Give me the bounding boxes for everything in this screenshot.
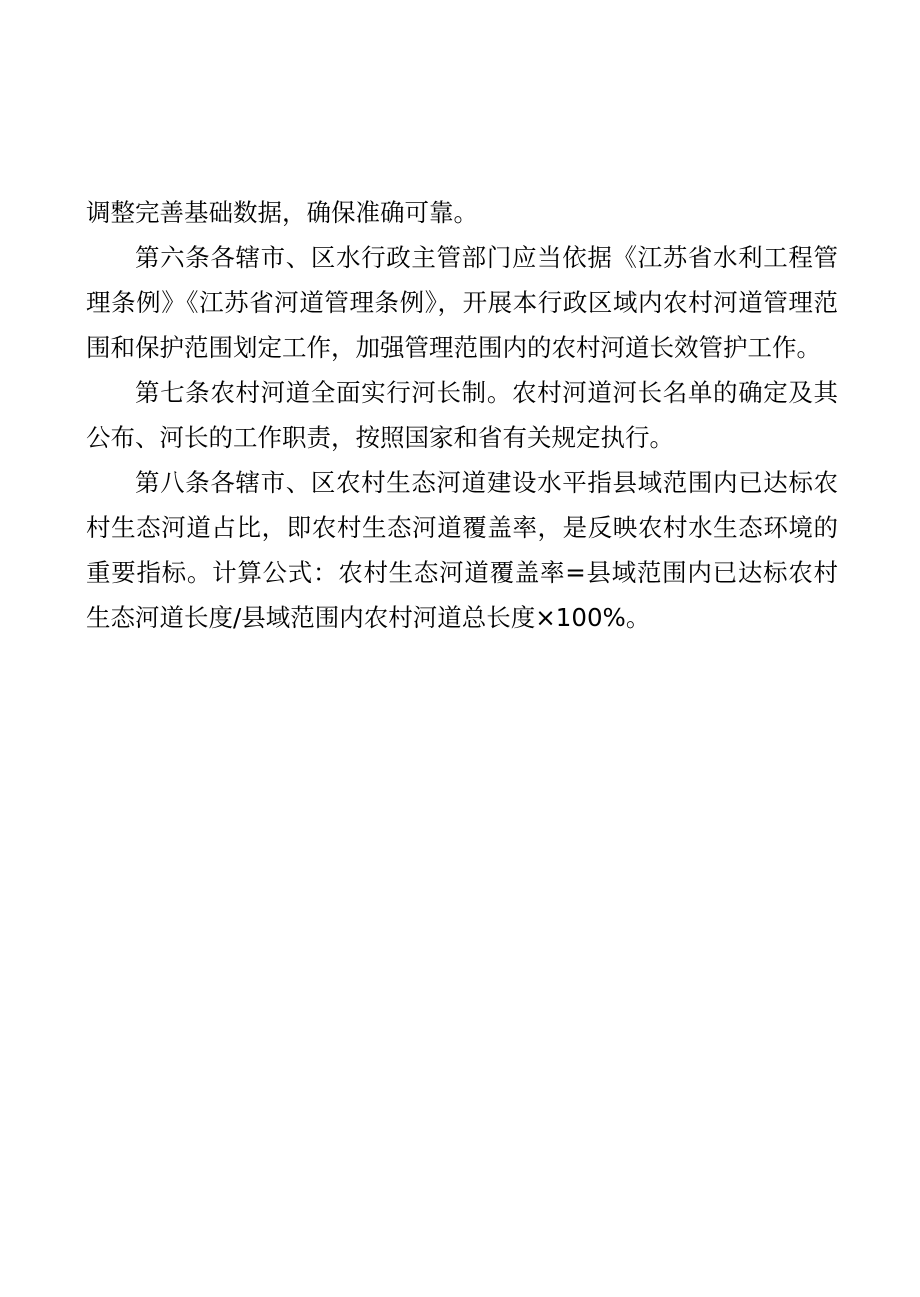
document-body xyxy=(86,190,838,640)
article-8-paragraph: 第八条各辖市、区农村生态河道建设水平指县域范围内已达标农村生态河道占比，即农村生态河道覆盖率，是反映农村水生态环境的重要指标。计算公式：农村生态河道覆盖率=县域范围内已达标农村生态河道长度/县域范围内农村河道总长度×100%。 xyxy=(86,468,838,632)
article-7-paragraph: 第七条农村河道全面实行河长制。农村河道河长名单的确定及其公布、河长的工作职责，按照国家和省有关规定执行。 xyxy=(86,378,838,452)
article-6-paragraph: 第六条各辖市、区水行政主管部门应当依据《江苏省水利工程管理条例》《江苏省河道管理条例》，开展本行政区域内农村河道管理范围和保护范围划定工作，加强管理范围内的农村河道长效管护工作。 xyxy=(86,243,838,362)
paragraph-continuation: 调整完善基础数据，确保准确可靠。 xyxy=(86,198,478,227)
